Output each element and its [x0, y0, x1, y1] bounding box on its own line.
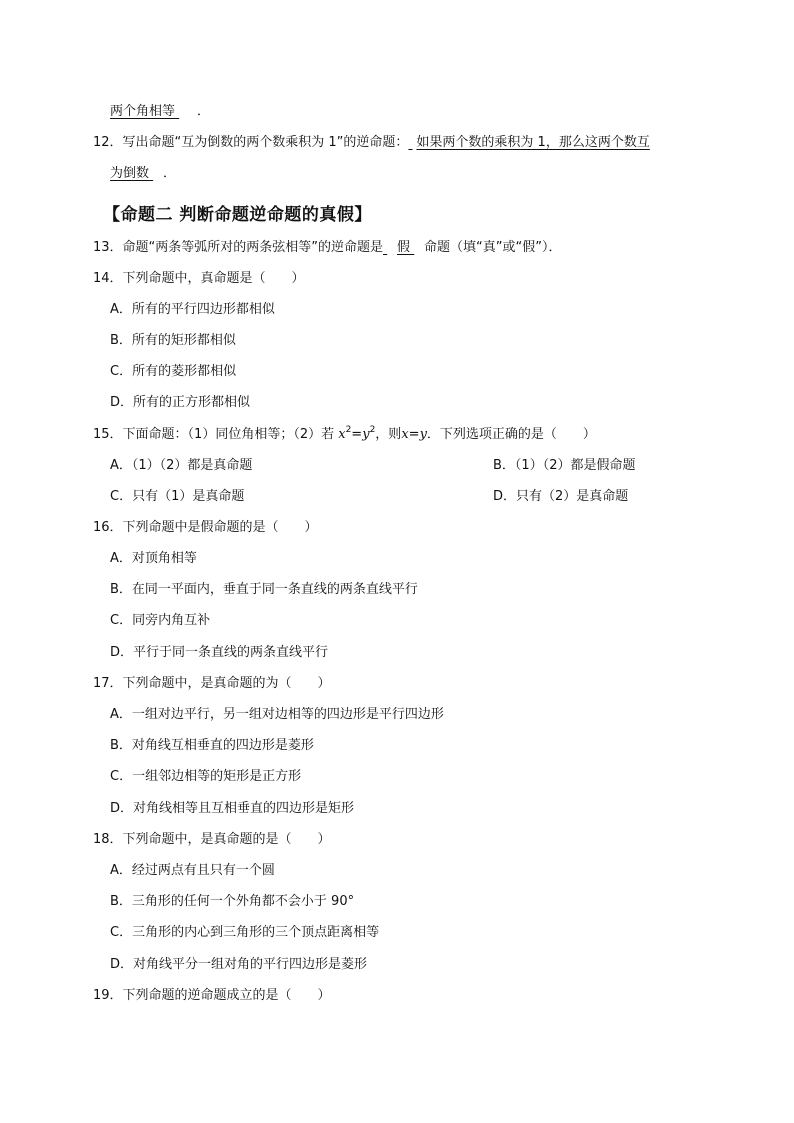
section-heading: 【命题二 判断命题逆命题的真假】 [103, 205, 372, 225]
q11-end: ． [197, 104, 211, 119]
q16-option-d: D．平行于同一条直线的两条直线平行 [110, 645, 329, 660]
q17-option-c: C．一组邻边相等的矩形是正方形 [110, 769, 302, 784]
q18-stem: 18．下列命题中，是真命题的是（ ） [93, 832, 331, 847]
q15-stem: 15．下面命题：（1）同位角相等；（2）若 $x^2=y^2$，则x=y．下列选项正确的是（ ） [93, 424, 596, 442]
q13-stem: 13．命题“两条等弧所对的两条弦相等”的逆命题是 假 命题（填“真”或“假”）． [93, 240, 562, 255]
q15-option-d: D．只有（2）是真命题 [493, 489, 629, 504]
q14-option-c: C．所有的菱形都相似 [110, 364, 237, 379]
q18-option-d: D．对角线平分一组对角的平行四边形是菱形 [110, 957, 368, 972]
q16-option-b: B．在同一平面内，垂直于同一条直线的两条直线平行 [110, 582, 418, 597]
q14-option-a: A．所有的平行四边形都相似 [110, 302, 275, 317]
q17-stem: 17．下列命题中，是真命题的为（ ） [93, 676, 331, 691]
q14-stem: 14．下列命题中，真命题是（ ） [93, 271, 305, 286]
q15-options-row-1 [110, 457, 794, 475]
q17-option-b: B．对角线互相垂直的四边形是菱形 [110, 738, 314, 753]
q12-end: ． [163, 166, 177, 181]
q14-option-d: D．所有的正方形都相似 [110, 395, 251, 410]
q15-option-a: A．（1）（2）都是真命题 [110, 458, 253, 473]
q14-option-b: B．所有的矩形都相似 [110, 333, 236, 348]
q12-stem [93, 134, 794, 152]
q16-option-c: C．同旁内角互补 [110, 613, 211, 628]
q18-option-a: A．经过两点有且只有一个圆 [110, 863, 275, 878]
q18-option-b: B．三角形的任何一个外角都不会小于 90° [110, 894, 355, 909]
q11-answer: 两个角相等 [110, 104, 176, 119]
q12-label: 12．写出命题“互为倒数的两个数乘积为 1”的逆命题： [93, 135, 409, 150]
q15-option-b: B．（1）（2）都是假命题 [493, 458, 636, 473]
q11-answer-line [110, 103, 794, 121]
q12-answer-cont: 为倒数 [110, 166, 150, 181]
q17-option-d: D．对角线相等且互相垂直的四边形是矩形 [110, 801, 355, 816]
q12-answer: 如果两个数的乘积为 1，那么这两个数互 [416, 135, 650, 150]
q16-stem: 16．下列命题中是假命题的是（ ） [93, 520, 318, 535]
q15-option-c: C．只有（1）是真命题 [110, 489, 245, 504]
q16-option-a: A．对顶角相等 [110, 551, 197, 566]
q18-option-c: C．三角形的内心到三角形的三个顶点距离相等 [110, 925, 380, 940]
q13-answer: 假 [397, 240, 411, 255]
q12-cont [110, 165, 794, 183]
q19-stem: 19．下列命题的逆命题成立的是（ ） [93, 988, 331, 1003]
q17-option-a: A．一组对边平行，另一组对边相等的四边形是平行四边形 [110, 707, 444, 722]
q15-options-row-2 [110, 488, 794, 506]
